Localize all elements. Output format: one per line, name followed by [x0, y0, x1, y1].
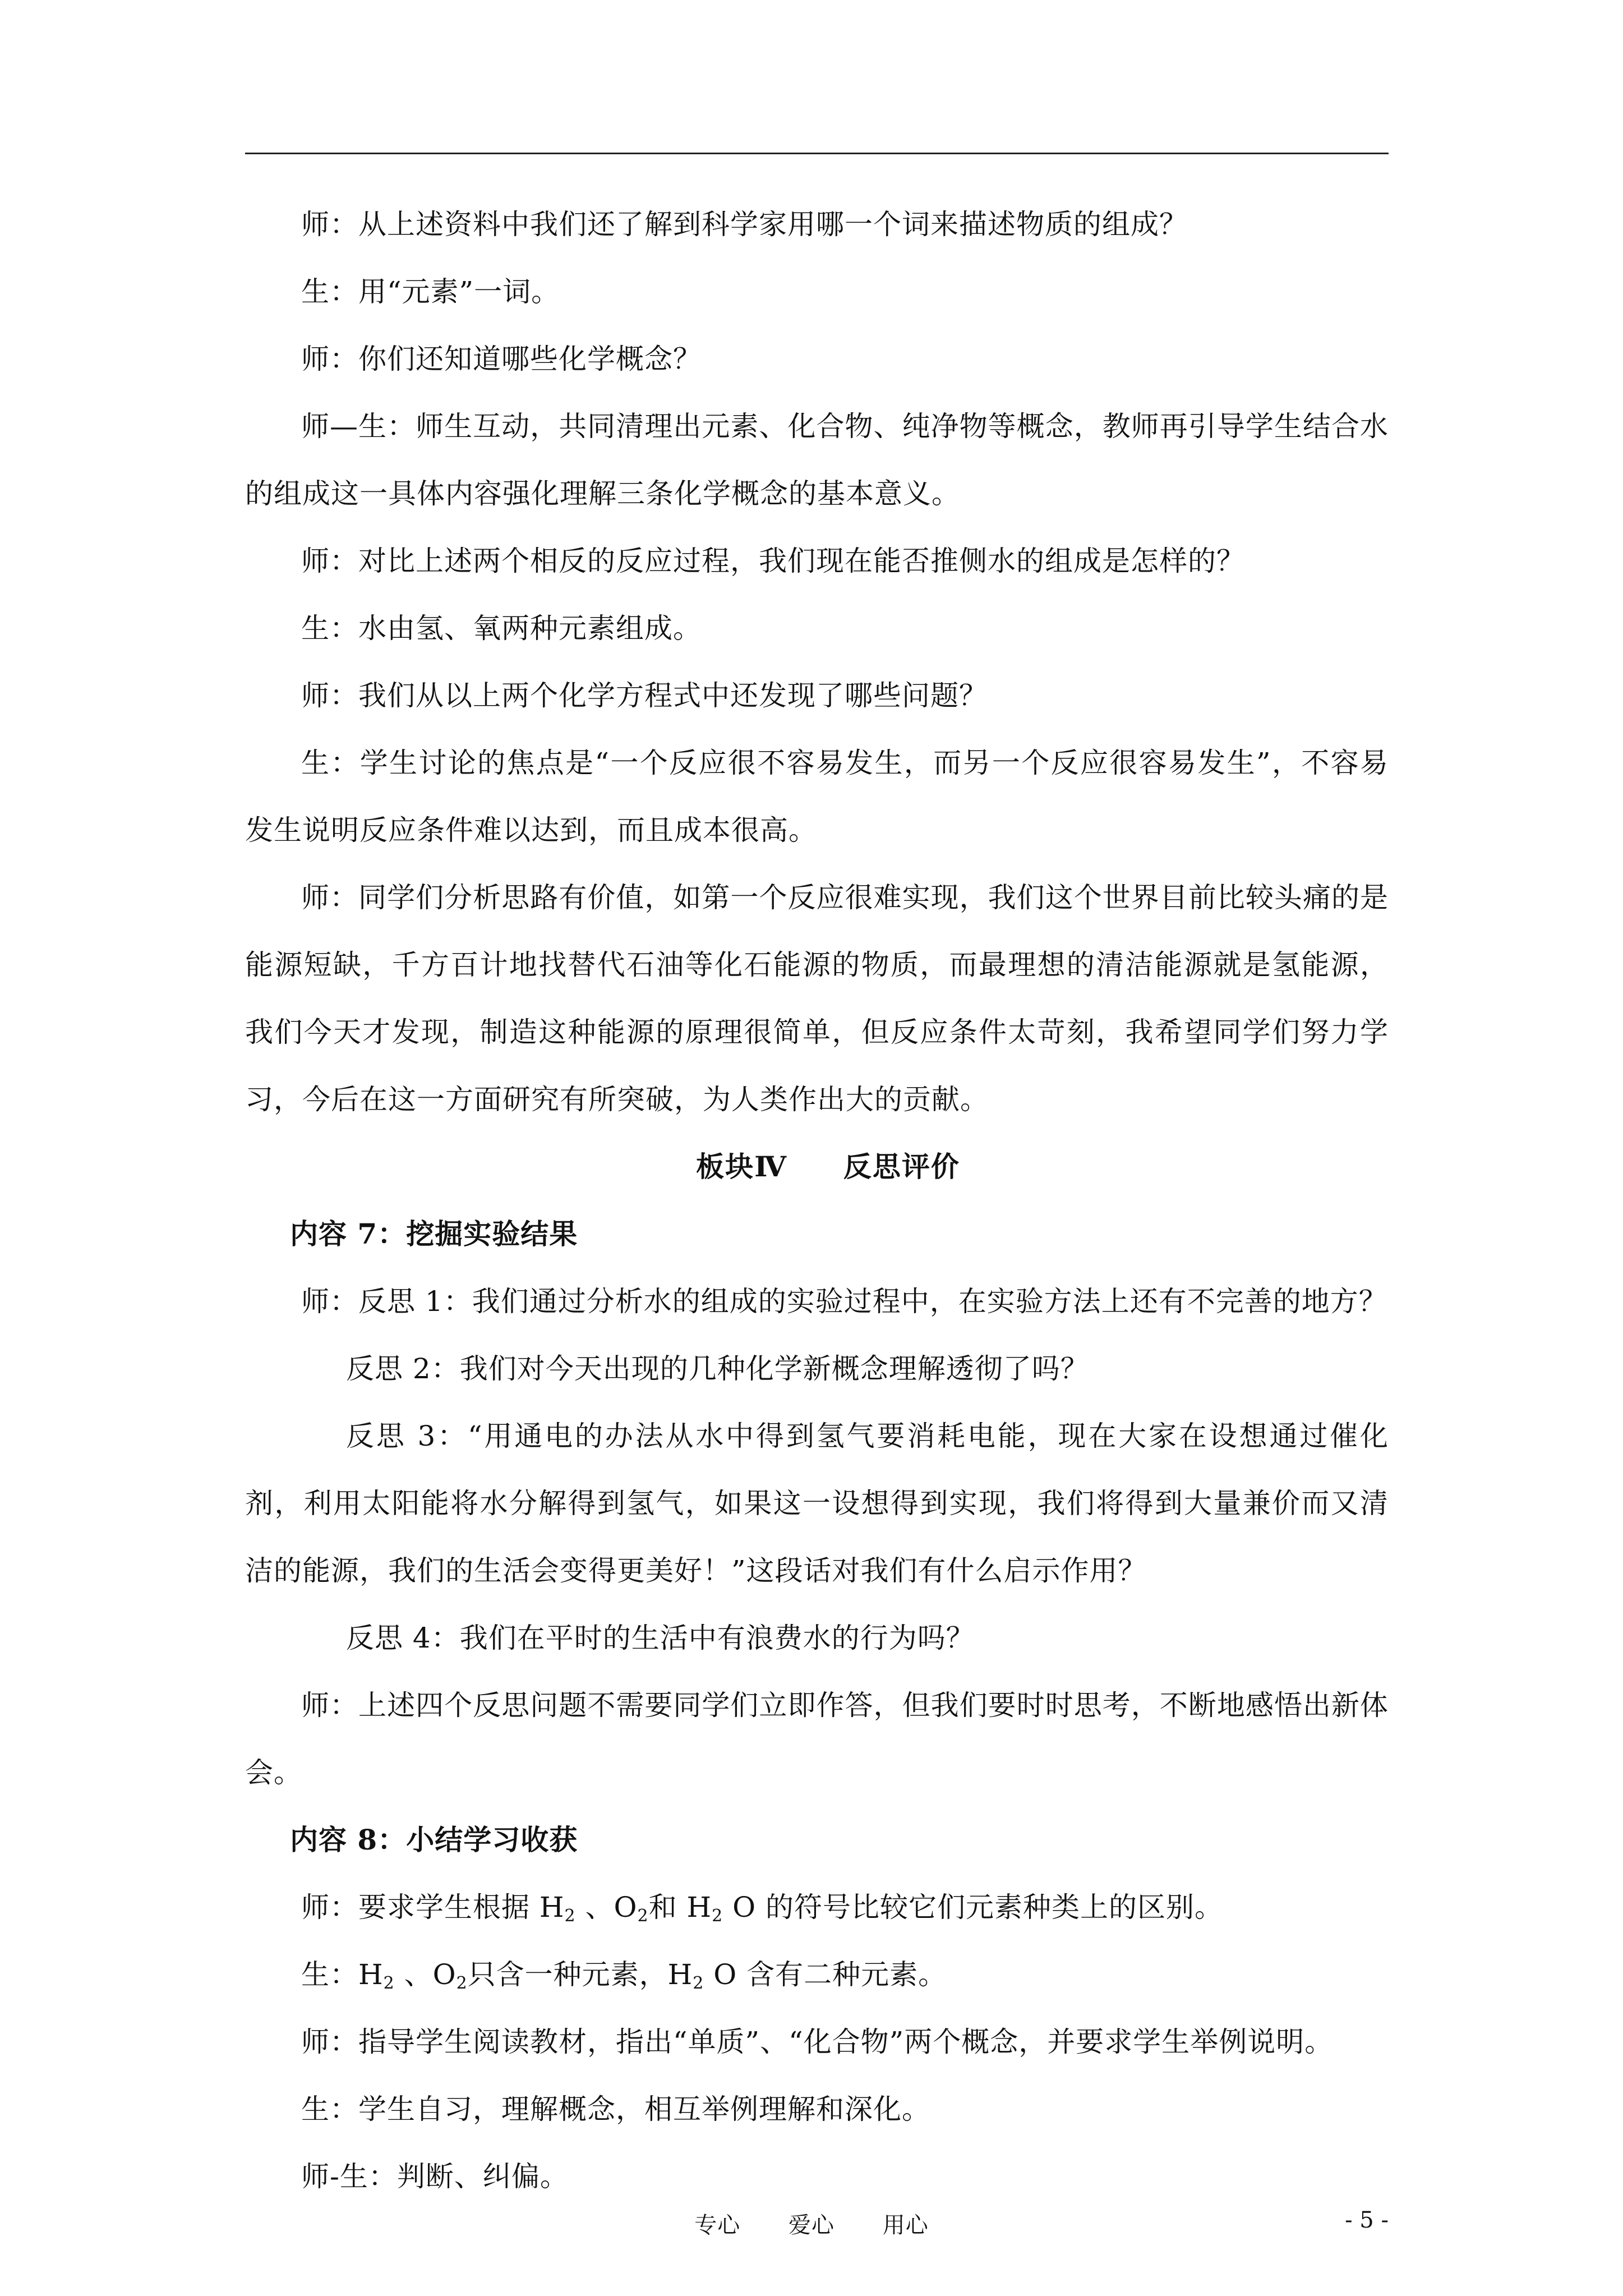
summary-final: 师-生：判断、纠偏。	[301, 2160, 569, 2193]
paragraph-student-discussion: 生：学生讨论的焦点是“一个反应很不容易发生，而另一个反应很容易发生”，不容易发生说明反应条件难以达到，而且成本很高。	[245, 747, 1389, 846]
paragraph-compare-reactions: 师：对比上述两个相反的反应过程，我们现在能否推侧水的组成是怎样的？	[301, 545, 1245, 577]
section-heading	[245, 1133, 1389, 1200]
reflection-3: 反思 3：“用通电的办法从水中得到氢气要消耗电能，现在大家在设想通过催化剂，利用太阳能将水分解得到氢气，如果这一设想得到实现，我们将得到大量兼价而又清洁的能源，我们的生活会变得更美好！”这段话对我们有什么启示作用？	[245, 1420, 1389, 1587]
reflection-1: 师：反思 1：我们通过分析水的组成的实验过程中，在实验方法上还有不完善的地方？	[301, 1285, 1387, 1318]
footer-motto-1: 专心	[694, 2212, 741, 2238]
summary-question-2: 师：指导学生阅读教材，指出“单质”、“化合物”两个概念，并要求学生举例说明。	[301, 2026, 1334, 2058]
summary-answer-1: 生：$H_2$ 、$O_2$只含一种元素，$H_2$ O 含有二种元素。	[301, 1958, 947, 1993]
paragraph-teacher-question: 师：从上述资料中我们还了解到科学家用哪一个词来描述物质的组成？	[301, 208, 1188, 241]
content8-heading: 内容 8：小结学习收获	[290, 1823, 578, 1856]
section-label: 板块Ⅳ	[696, 1150, 787, 1183]
paragraph-teacher-summary: 师：同学们分析思路有价值，如第一个反应很难实现，我们这个世界目前比较头痛的是能源短缺，千方百计地找替代石油等化石能源的物质，而最理想的清洁能源就是氢能源，我们今天才发现，制造这种能源的原理很简单，但反应条件太苛刻，我希望同学们努力学习，今后在这一方面研究有所突破，为人类作出大的贡献。	[245, 881, 1389, 1116]
footer-motto-2: 爱心	[789, 2212, 834, 2238]
page-number: - 5 -	[1345, 2207, 1389, 2233]
summary-answer-2: 生：学生自习，理解概念，相互举例理解和深化。	[301, 2093, 930, 2125]
paragraph-interaction: 师—生：师生互动，共同清理出元素、化合物、纯净物等概念，教师再引导学生结合水的组成这一具体内容强化理解三条化学概念的基本意义。	[245, 410, 1389, 510]
header-rule	[245, 153, 1389, 154]
paragraph-student-answer: 生：用“元素”一词。	[301, 275, 560, 308]
reflection-closing: 师：上述四个反思问题不需要同学们立即作答，但我们要时时思考，不断地感悟出新体会。	[245, 1689, 1389, 1789]
reflection-2: 反思 2：我们对今天出现的几种化学新概念理解透彻了吗？	[346, 1352, 1089, 1385]
document-body	[245, 191, 1389, 2210]
summary-question-1: 师：要求学生根据 $H_2$ 、$O_2$和 $H_2$ O 的符号比较它们元素种类上的区别。	[301, 1891, 1223, 1926]
reflection-4: 反思 4：我们在平时的生活中有浪费水的行为吗？	[346, 1622, 975, 1654]
paragraph-equation-problems: 师：我们从以上两个化学方程式中还发现了哪些问题？	[301, 679, 988, 712]
section-title: 反思评价	[843, 1150, 960, 1183]
paragraph-teacher-concepts: 师：你们还知道哪些化学概念？	[301, 343, 702, 375]
paragraph-water-composition: 生：水由氢、氧两种元素组成。	[301, 612, 702, 645]
content7-heading: 内容 7：挖掘实验结果	[290, 1217, 578, 1250]
footer-motto-3: 用心	[882, 2212, 929, 2238]
